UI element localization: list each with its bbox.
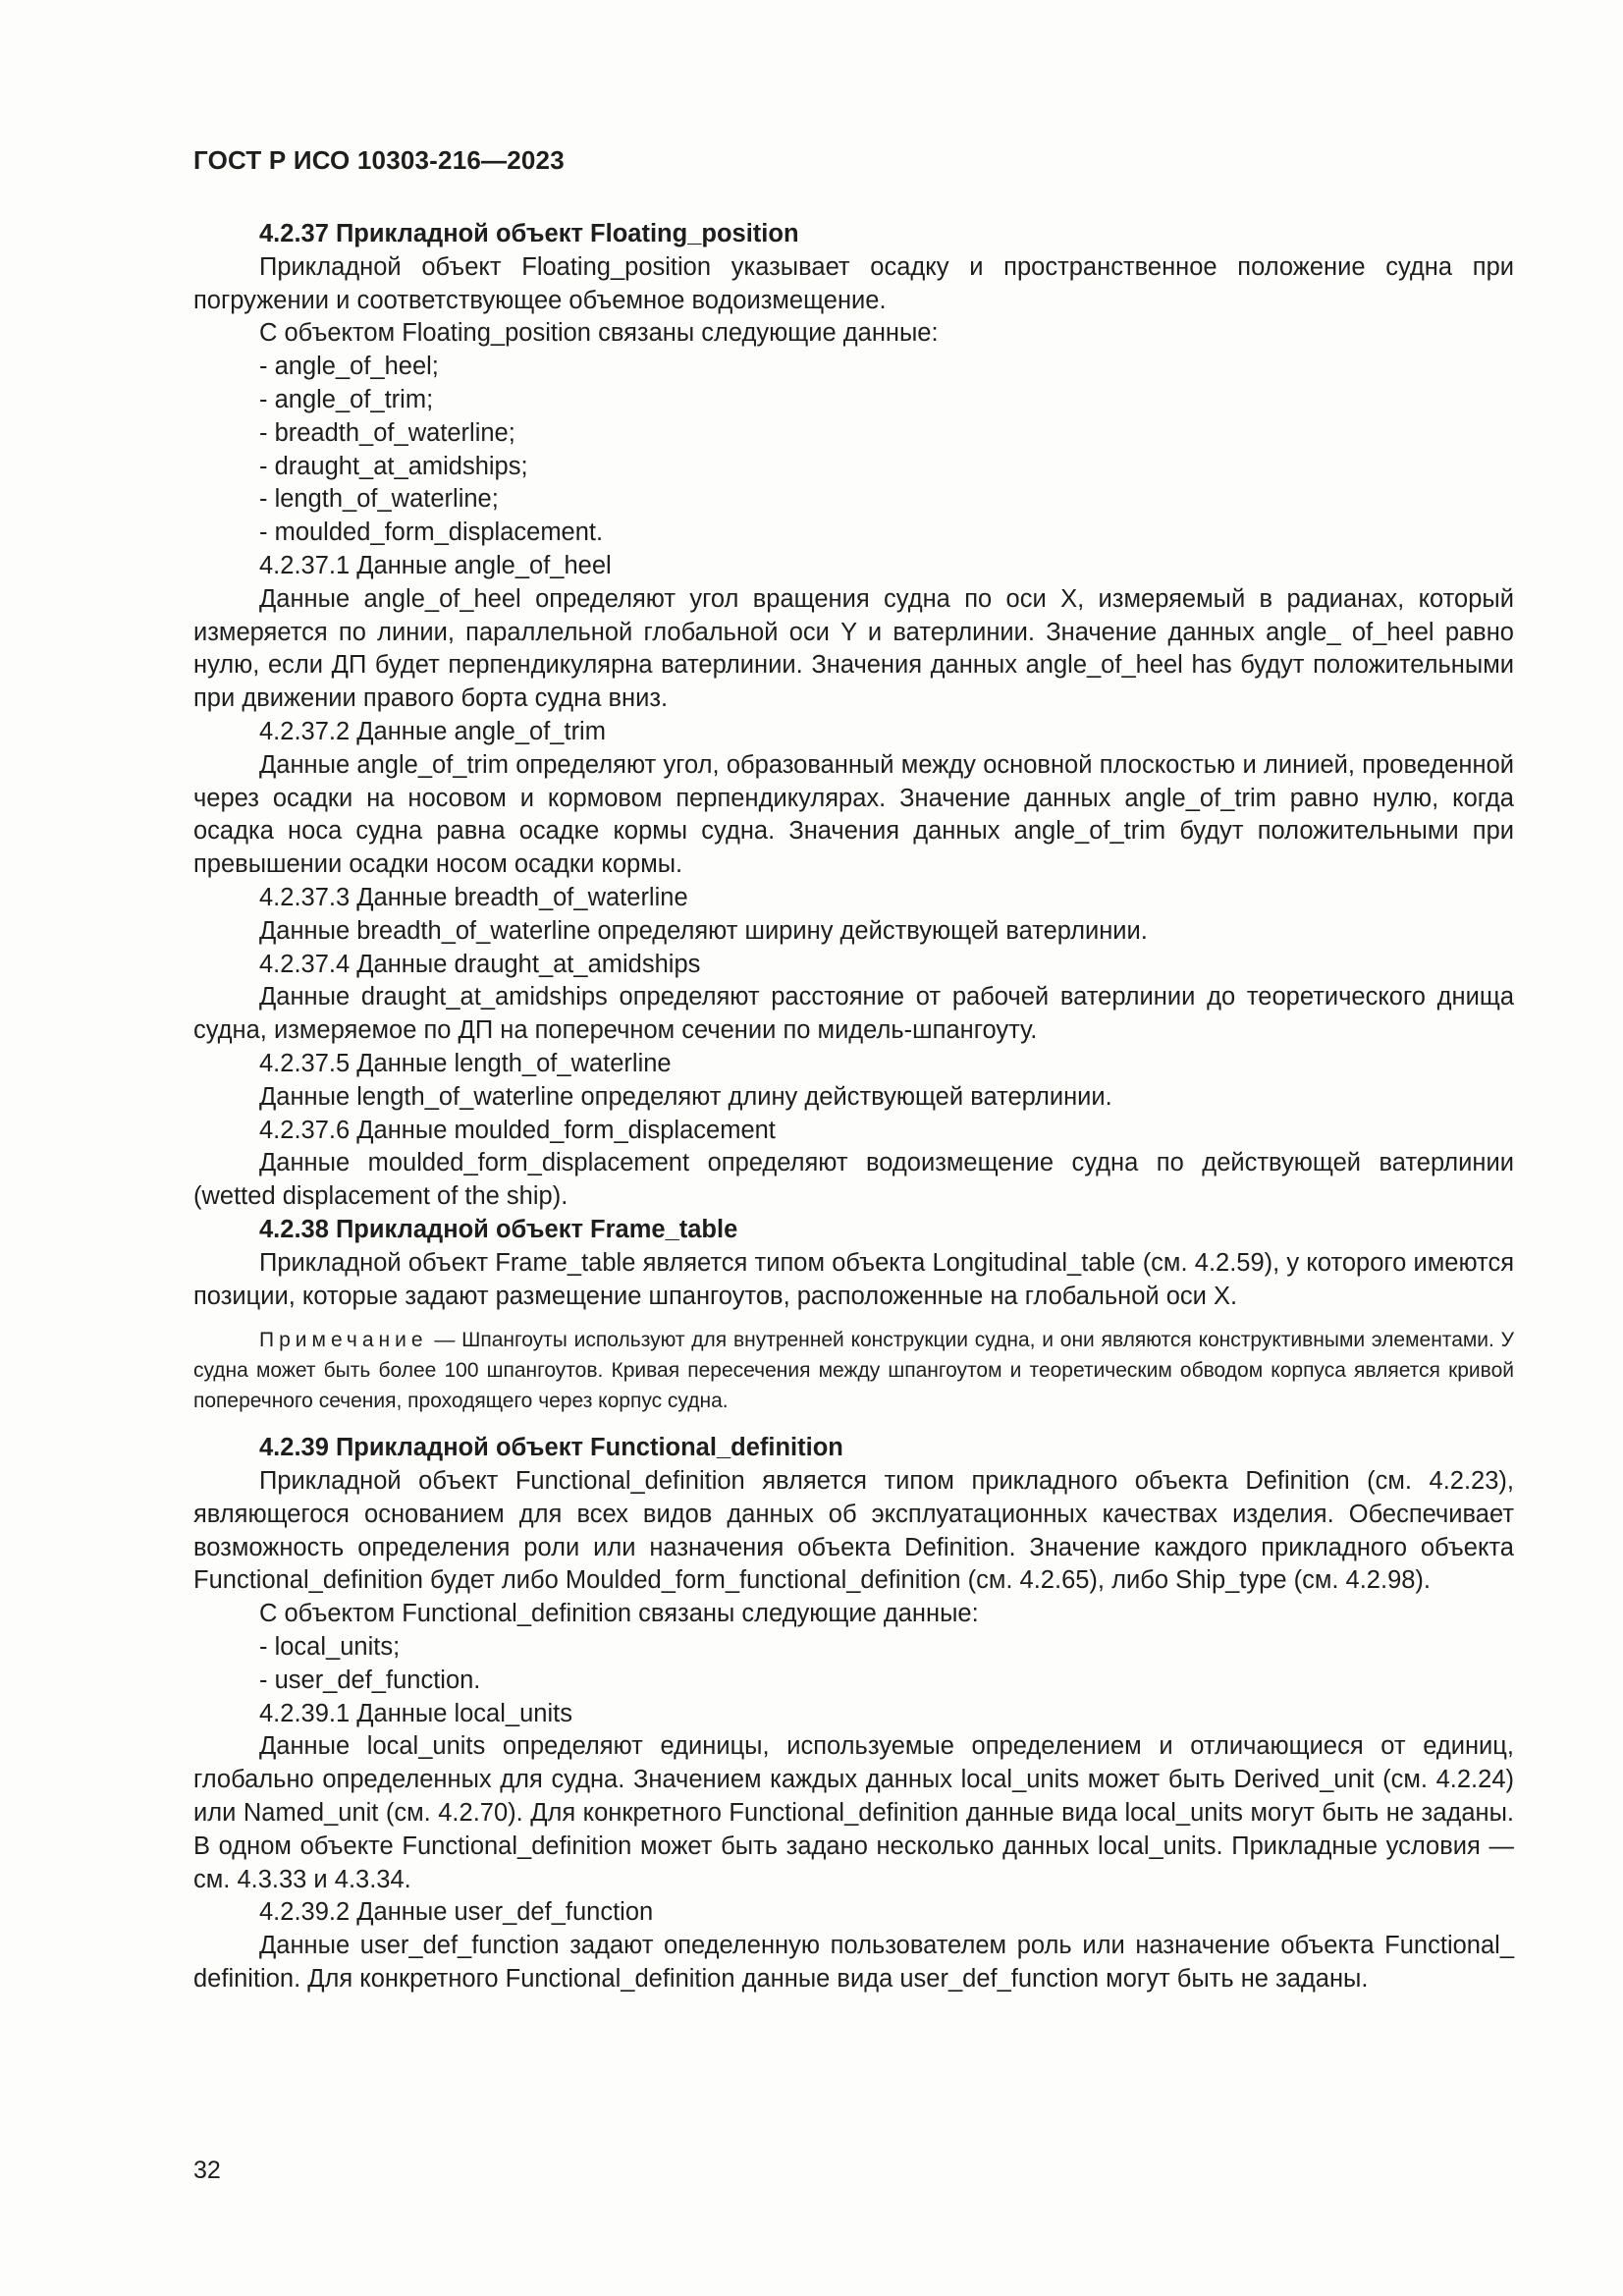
subsection-title: 4.2.39.2 Данные user_def_function [259,1898,654,1927]
list-item: - user_def_function. [259,1666,481,1694]
subsection-title: 4.2.39.1 Данные local_units [259,1699,572,1727]
list-item: - local_units; [259,1633,401,1662]
subsection-title: 4.2.37.6 Данные moulded_form_displacement [259,1116,776,1144]
list-item: - breadth_of_waterline; [259,418,515,447]
section-heading-4-2-38: 4.2.38 Прикладной объект Frame_table [259,1215,738,1243]
list-item: - angle_of_trim; [259,385,434,413]
paragraph: Прикладной объект Frame_table является типом объекта Longitudinal_table (см. 4.2.59), у которого имеются позиции, которые задают размещение шпангоутов, расположенные на глобальной оси X. [193,1248,1514,1310]
subsection-title: 4.2.37.5 Данные length_of_waterline [259,1049,672,1077]
paragraph: Данные breadth_of_waterline определяют ширину действующей ватерлинии. [259,916,1148,945]
section-heading-4-2-39: 4.2.39 Прикладной объект Functional_definition [259,1434,843,1462]
document-body [193,218,1514,1996]
paragraph: Прикладной объект Floating_position указывает осадку и пространственное положение судна при погружении и соответствующее объемное водоизмещение. [193,252,1514,314]
note-text: — Шпангоуты используют для внутренней конструкции судна, и они являются конструктивными элементами. У судна может быть более 100 шпангоутов. Кривая пересечения между шпангоутом и теоретическим обводом корпуса является кривой поперечного сечения, проходящего через корпус судна. [193,1329,1514,1413]
list-item: - draught_at_amidships; [259,452,528,480]
note-label: Примечание [259,1329,428,1352]
list-item: - moulded_form_displacement. [259,519,604,547]
section-heading-4-2-37: 4.2.37 Прикладной объект Floating_position [259,220,799,247]
paragraph: Данные length_of_waterline определяют длину действующей ватерлинии. [259,1082,1112,1111]
document-header: ГОСТ Р ИСО 10303-216—2023 [193,145,565,175]
list-item: - angle_of_heel; [259,353,439,381]
paragraph: Данные local_units определяют единицы, используемые определением и отличающиеся от единиц, глобально определенных для судна. Значением каждых данных local_units может быть Derived_unit (см. 4.2.24) или Named_unit (см. 4.2.70). Для конкретного Functional_definition данные вида local_units могут быть не заданы. В одном объекте Functional_definition может быть задано несколько данных local_units. Прикладные условия — см. 4.3.33 и 4.3.34. [193,1732,1514,1893]
list-item: - length_of_waterline; [259,485,499,514]
paragraph: Данные angle_of_heel определяют угол вращения судна по оси X, измеряемый в радианах, который измеряется по линии, параллельной глобальной оси Y и ватерлинии. Значение данных angle_ of_heel равно нулю, если ДП будет перпендикулярна ватерлинии. Значения данных angle_of_heel has будут положительными при движении правого борта судна вниз. [193,584,1514,713]
subsection-title: 4.2.37.4 Данные draught_at_amidships [259,950,701,978]
paragraph: Данные draught_at_amidships определяют расстояние от рабочей ватерлинии до теоретического днища судна, измеряемое по ДП на поперечном сечении по мидель-шпангоуту. [193,983,1514,1045]
subsection-title: 4.2.37.2 Данные angle_of_trim [259,717,606,745]
paragraph: С объектом Functional_definition связаны следующие данные: [259,1600,979,1628]
subsection-title: 4.2.37.1 Данные angle_of_heel [259,551,612,579]
page-number: 32 [193,2157,221,2184]
note [193,1325,1514,1416]
paragraph: С объектом Floating_position связаны следующие данные: [259,319,939,348]
paragraph: Данные moulded_form_displacement определяют водоизмещение судна по действующей ватерлинии (wetted displacement of the ship). [193,1149,1514,1211]
paragraph: Данные user_def_function задают опеделенную пользователем роль или назначение объекта Functional_ definition. Для конкретного Functional_definition данные вида user_def_function могут быть не заданы. [193,1932,1514,1994]
paragraph: Данные angle_of_trim определяют угол, образованный между основной плоскостью и линией, проведенной через осадки на носовом и кормовом перпендикулярах. Значение данных angle_of_trim равно нулю, когда осадка носа судна равна осадке кормы судна. Значения данных angle_of_trim будут положительными при превышении осадки носом осадки кормы. [193,750,1514,879]
paragraph: Прикладной объект Functional_definition является типом прикладного объекта Definition (см. 4.2.23), являющегося основанием для всех видов данных об эксплуатационных качествах изделия. Обеспечивает возможность определения роли или назначения объекта Definition. Значение каждого прикладного объекта Functional_definition будет либо Moulded_form_functional_definition (см. 4.2.65), либо Ship_type (см. 4.2.98). [193,1467,1514,1595]
subsection-title: 4.2.37.3 Данные breadth_of_waterline [259,883,688,911]
